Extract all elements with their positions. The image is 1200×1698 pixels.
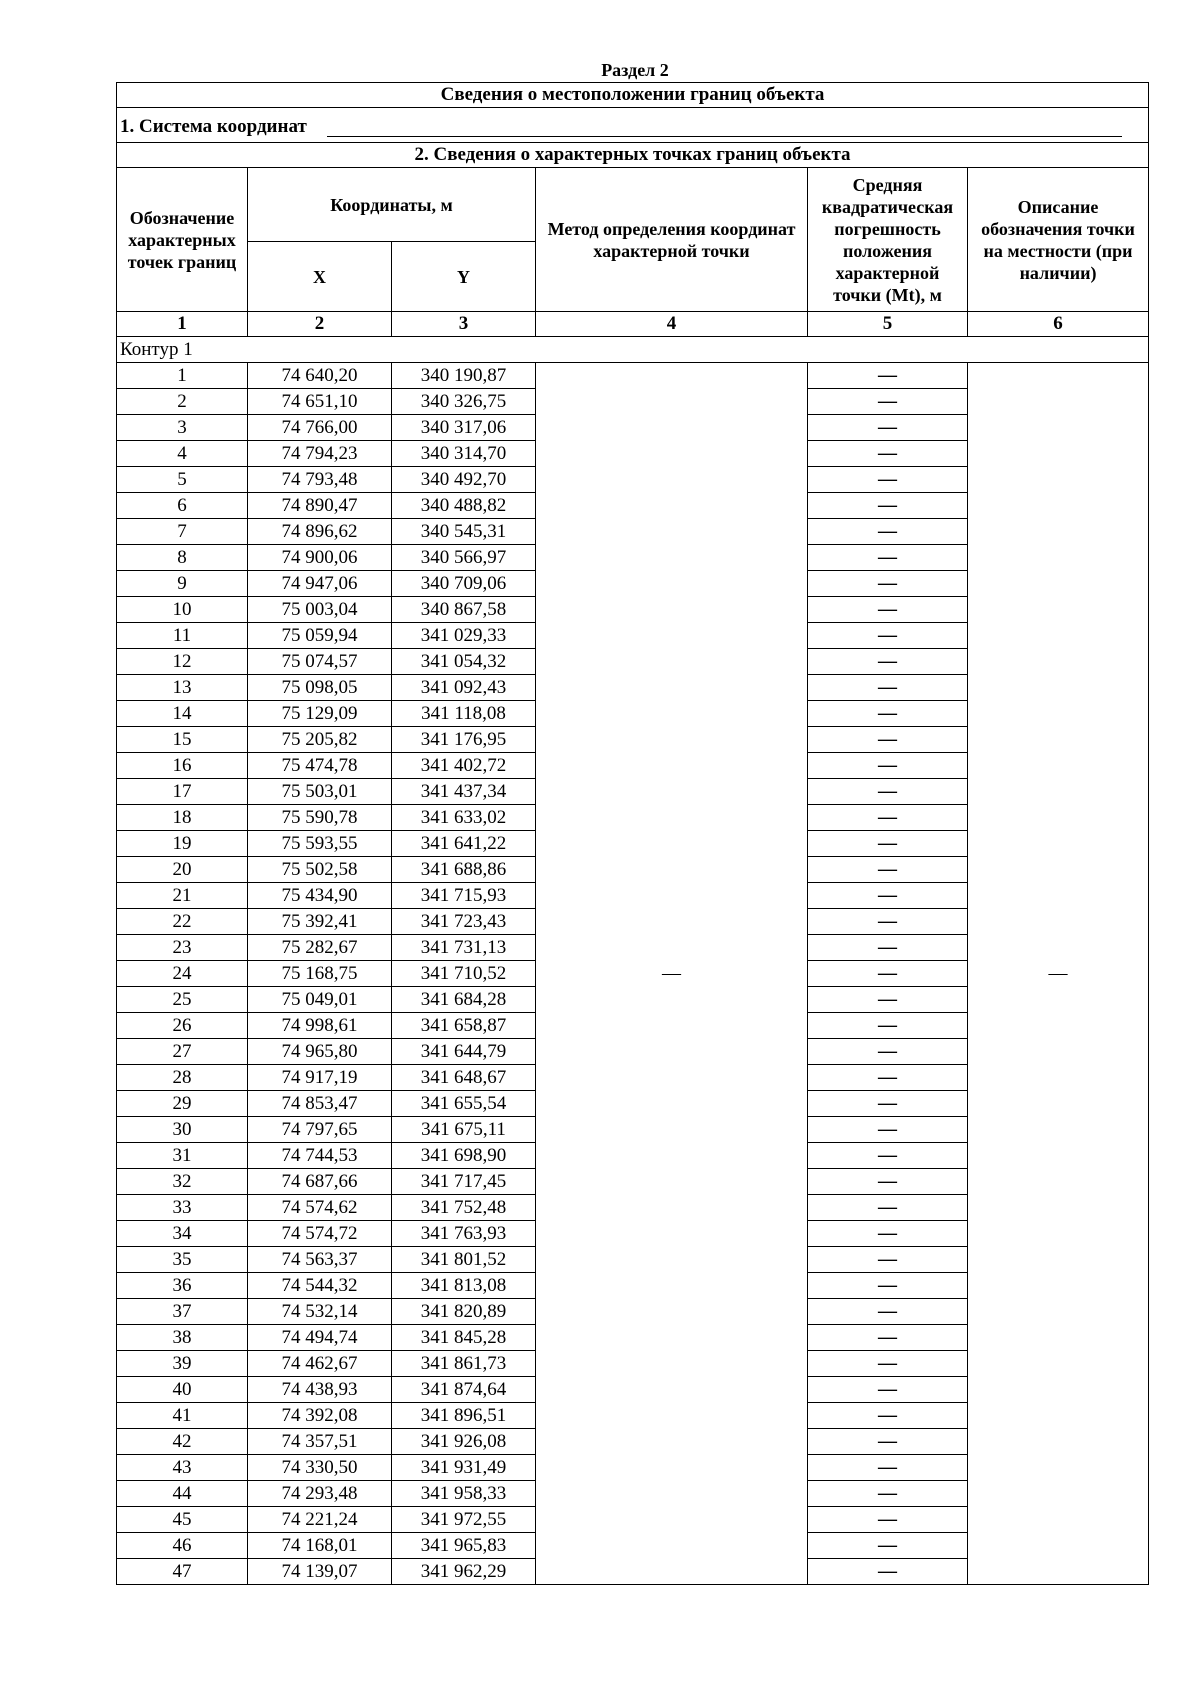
point-x: 75 168,75 xyxy=(248,961,392,987)
point-x: 74 744,53 xyxy=(248,1143,392,1169)
point-number: 34 xyxy=(117,1221,248,1247)
point-number: 20 xyxy=(117,857,248,883)
header-coords: Координаты, м xyxy=(248,168,536,242)
point-x: 75 474,78 xyxy=(248,753,392,779)
point-x: 75 434,90 xyxy=(248,883,392,909)
point-number: 35 xyxy=(117,1247,248,1273)
point-y: 341 658,87 xyxy=(392,1013,536,1039)
description-cell: — xyxy=(968,363,1149,1585)
point-y: 341 874,64 xyxy=(392,1377,536,1403)
header-y: Y xyxy=(392,242,536,312)
table-row xyxy=(117,363,1149,389)
error-cell: — xyxy=(808,519,968,545)
error-cell: — xyxy=(808,1559,968,1585)
point-number: 24 xyxy=(117,961,248,987)
point-x: 74 139,07 xyxy=(248,1559,392,1585)
error-cell: — xyxy=(808,1429,968,1455)
point-y: 340 488,82 xyxy=(392,493,536,519)
point-number: 7 xyxy=(117,519,248,545)
error-cell: — xyxy=(808,623,968,649)
error-cell: — xyxy=(808,1273,968,1299)
point-y: 340 709,06 xyxy=(392,571,536,597)
point-x: 75 392,41 xyxy=(248,909,392,935)
point-number: 41 xyxy=(117,1403,248,1429)
point-x: 74 651,10 xyxy=(248,389,392,415)
table-title: Сведения о местоположении границ объекта xyxy=(117,83,1149,108)
coord-system-label: 1. Система координат xyxy=(120,115,307,137)
point-y: 341 861,73 xyxy=(392,1351,536,1377)
point-x: 74 438,93 xyxy=(248,1377,392,1403)
point-number: 19 xyxy=(117,831,248,857)
point-y: 340 317,06 xyxy=(392,415,536,441)
point-number: 16 xyxy=(117,753,248,779)
point-x: 75 098,05 xyxy=(248,675,392,701)
error-cell: — xyxy=(808,1169,968,1195)
error-cell: — xyxy=(808,1325,968,1351)
point-x: 74 890,47 xyxy=(248,493,392,519)
error-cell: — xyxy=(808,1039,968,1065)
point-number: 25 xyxy=(117,987,248,1013)
point-number: 27 xyxy=(117,1039,248,1065)
point-number: 10 xyxy=(117,597,248,623)
point-number: 28 xyxy=(117,1065,248,1091)
error-cell: — xyxy=(808,1507,968,1533)
point-x: 74 900,06 xyxy=(248,545,392,571)
point-number: 37 xyxy=(117,1299,248,1325)
point-x: 74 168,01 xyxy=(248,1533,392,1559)
point-y: 340 867,58 xyxy=(392,597,536,623)
contour-label: Контур 1 xyxy=(117,337,1149,363)
point-y: 341 029,33 xyxy=(392,623,536,649)
point-x: 74 221,24 xyxy=(248,1507,392,1533)
point-x: 75 205,82 xyxy=(248,727,392,753)
point-number: 22 xyxy=(117,909,248,935)
point-y: 341 926,08 xyxy=(392,1429,536,1455)
error-cell: — xyxy=(808,909,968,935)
error-cell: — xyxy=(808,493,968,519)
error-cell: — xyxy=(808,831,968,857)
point-number: 11 xyxy=(117,623,248,649)
point-x: 74 793,48 xyxy=(248,467,392,493)
point-y: 341 688,86 xyxy=(392,857,536,883)
error-cell: — xyxy=(808,1481,968,1507)
point-x: 75 593,55 xyxy=(248,831,392,857)
point-x: 74 357,51 xyxy=(248,1429,392,1455)
point-x: 74 917,19 xyxy=(248,1065,392,1091)
header-error: Средняя квадратическая погрешность положения характерной точки (Mt), м xyxy=(808,168,968,312)
point-x: 75 074,57 xyxy=(248,649,392,675)
point-x: 74 794,23 xyxy=(248,441,392,467)
error-cell: — xyxy=(808,701,968,727)
error-cell: — xyxy=(808,1247,968,1273)
point-y: 341 698,90 xyxy=(392,1143,536,1169)
section-title: Раздел 2 xyxy=(601,60,669,80)
error-cell: — xyxy=(808,987,968,1013)
point-y: 341 723,43 xyxy=(392,909,536,935)
point-x: 74 947,06 xyxy=(248,571,392,597)
point-number: 12 xyxy=(117,649,248,675)
error-cell: — xyxy=(808,441,968,467)
column-number: 3 xyxy=(392,312,536,337)
point-number: 36 xyxy=(117,1273,248,1299)
point-y: 341 962,29 xyxy=(392,1559,536,1585)
point-y: 341 176,95 xyxy=(392,727,536,753)
point-y: 341 820,89 xyxy=(392,1299,536,1325)
error-cell: — xyxy=(808,649,968,675)
error-cell: — xyxy=(808,545,968,571)
point-number: 9 xyxy=(117,571,248,597)
point-x: 74 574,62 xyxy=(248,1195,392,1221)
error-cell: — xyxy=(808,1299,968,1325)
point-x: 75 003,04 xyxy=(248,597,392,623)
point-number: 4 xyxy=(117,441,248,467)
error-cell: — xyxy=(808,675,968,701)
point-y: 341 684,28 xyxy=(392,987,536,1013)
point-number: 39 xyxy=(117,1351,248,1377)
point-number: 14 xyxy=(117,701,248,727)
point-number: 31 xyxy=(117,1143,248,1169)
point-x: 75 502,58 xyxy=(248,857,392,883)
point-number: 23 xyxy=(117,935,248,961)
point-x: 74 896,62 xyxy=(248,519,392,545)
header-description: Описание обозначения точки на местности (при наличии) xyxy=(968,168,1149,312)
point-y: 341 801,52 xyxy=(392,1247,536,1273)
point-number: 1 xyxy=(117,363,248,389)
error-cell: — xyxy=(808,805,968,831)
point-x: 74 687,66 xyxy=(248,1169,392,1195)
error-cell: — xyxy=(808,1065,968,1091)
coord-system-row xyxy=(117,108,1149,143)
error-cell: — xyxy=(808,1455,968,1481)
point-y: 340 190,87 xyxy=(392,363,536,389)
point-y: 341 655,54 xyxy=(392,1091,536,1117)
point-y: 341 717,45 xyxy=(392,1169,536,1195)
error-cell: — xyxy=(808,1013,968,1039)
point-y: 341 896,51 xyxy=(392,1403,536,1429)
point-number: 30 xyxy=(117,1117,248,1143)
point-y: 341 437,34 xyxy=(392,779,536,805)
error-cell: — xyxy=(808,935,968,961)
point-number: 42 xyxy=(117,1429,248,1455)
error-cell: — xyxy=(808,1091,968,1117)
point-number: 29 xyxy=(117,1091,248,1117)
column-number: 6 xyxy=(968,312,1149,337)
point-y: 341 641,22 xyxy=(392,831,536,857)
point-x: 74 392,08 xyxy=(248,1403,392,1429)
point-number: 46 xyxy=(117,1533,248,1559)
point-y: 341 731,13 xyxy=(392,935,536,961)
point-x: 75 059,94 xyxy=(248,623,392,649)
points-title: 2. Сведения о характерных точках границ объекта xyxy=(117,143,1149,168)
point-number: 43 xyxy=(117,1455,248,1481)
point-x: 74 462,67 xyxy=(248,1351,392,1377)
point-x: 74 563,37 xyxy=(248,1247,392,1273)
point-x: 74 766,00 xyxy=(248,415,392,441)
point-y: 341 710,52 xyxy=(392,961,536,987)
point-number: 13 xyxy=(117,675,248,701)
error-cell: — xyxy=(808,1117,968,1143)
point-y: 341 813,08 xyxy=(392,1273,536,1299)
error-cell: — xyxy=(808,857,968,883)
point-number: 38 xyxy=(117,1325,248,1351)
point-x: 74 965,80 xyxy=(248,1039,392,1065)
column-number: 1 xyxy=(117,312,248,337)
point-y: 340 566,97 xyxy=(392,545,536,571)
point-number: 44 xyxy=(117,1481,248,1507)
point-x: 74 574,72 xyxy=(248,1221,392,1247)
point-y: 341 402,72 xyxy=(392,753,536,779)
point-y: 340 492,70 xyxy=(392,467,536,493)
error-cell: — xyxy=(808,1403,968,1429)
point-x: 74 853,47 xyxy=(248,1091,392,1117)
point-x: 75 282,67 xyxy=(248,935,392,961)
error-cell: — xyxy=(808,415,968,441)
point-y: 341 633,02 xyxy=(392,805,536,831)
point-y: 341 965,83 xyxy=(392,1533,536,1559)
point-number: 32 xyxy=(117,1169,248,1195)
error-cell: — xyxy=(808,389,968,415)
point-y: 341 054,32 xyxy=(392,649,536,675)
point-x: 75 049,01 xyxy=(248,987,392,1013)
point-number: 3 xyxy=(117,415,248,441)
point-y: 341 675,11 xyxy=(392,1117,536,1143)
point-number: 40 xyxy=(117,1377,248,1403)
error-cell: — xyxy=(808,1221,968,1247)
error-cell: — xyxy=(808,1195,968,1221)
point-y: 341 763,93 xyxy=(392,1221,536,1247)
column-number: 2 xyxy=(248,312,392,337)
point-x: 74 532,14 xyxy=(248,1299,392,1325)
point-number: 5 xyxy=(117,467,248,493)
point-x: 75 503,01 xyxy=(248,779,392,805)
point-number: 15 xyxy=(117,727,248,753)
error-cell: — xyxy=(808,467,968,493)
point-x: 74 998,61 xyxy=(248,1013,392,1039)
error-cell: — xyxy=(808,753,968,779)
point-x: 74 293,48 xyxy=(248,1481,392,1507)
point-y: 341 931,49 xyxy=(392,1455,536,1481)
point-x: 75 590,78 xyxy=(248,805,392,831)
error-cell: — xyxy=(808,727,968,753)
coord-system-field[interactable] xyxy=(327,114,1122,137)
point-y: 340 326,75 xyxy=(392,389,536,415)
point-number: 33 xyxy=(117,1195,248,1221)
boundary-table xyxy=(116,82,1149,1585)
column-number: 5 xyxy=(808,312,968,337)
point-x: 75 129,09 xyxy=(248,701,392,727)
point-number: 17 xyxy=(117,779,248,805)
point-y: 341 715,93 xyxy=(392,883,536,909)
error-cell: — xyxy=(808,961,968,987)
point-x: 74 797,65 xyxy=(248,1117,392,1143)
error-cell: — xyxy=(808,883,968,909)
point-y: 341 118,08 xyxy=(392,701,536,727)
point-y: 341 092,43 xyxy=(392,675,536,701)
point-x: 74 544,32 xyxy=(248,1273,392,1299)
error-cell: — xyxy=(808,1143,968,1169)
point-x: 74 494,74 xyxy=(248,1325,392,1351)
point-number: 18 xyxy=(117,805,248,831)
header-x: X xyxy=(248,242,392,312)
point-number: 6 xyxy=(117,493,248,519)
method-cell: — xyxy=(536,363,808,1585)
header-method: Метод определения координат характерной точки xyxy=(536,168,808,312)
point-x: 74 640,20 xyxy=(248,363,392,389)
point-y: 341 644,79 xyxy=(392,1039,536,1065)
point-number: 8 xyxy=(117,545,248,571)
point-y: 341 972,55 xyxy=(392,1507,536,1533)
error-cell: — xyxy=(808,779,968,805)
column-number: 4 xyxy=(536,312,808,337)
error-cell: — xyxy=(808,571,968,597)
point-number: 2 xyxy=(117,389,248,415)
error-cell: — xyxy=(808,1351,968,1377)
error-cell: — xyxy=(808,363,968,389)
point-number: 47 xyxy=(117,1559,248,1585)
point-x: 74 330,50 xyxy=(248,1455,392,1481)
point-y: 341 845,28 xyxy=(392,1325,536,1351)
error-cell: — xyxy=(808,597,968,623)
point-number: 21 xyxy=(117,883,248,909)
point-y: 341 648,67 xyxy=(392,1065,536,1091)
point-number: 45 xyxy=(117,1507,248,1533)
error-cell: — xyxy=(808,1377,968,1403)
header-designation: Обозначение характерных точек границ xyxy=(117,168,248,312)
point-y: 340 545,31 xyxy=(392,519,536,545)
point-number: 26 xyxy=(117,1013,248,1039)
point-y: 341 958,33 xyxy=(392,1481,536,1507)
point-y: 340 314,70 xyxy=(392,441,536,467)
error-cell: — xyxy=(808,1533,968,1559)
point-y: 341 752,48 xyxy=(392,1195,536,1221)
